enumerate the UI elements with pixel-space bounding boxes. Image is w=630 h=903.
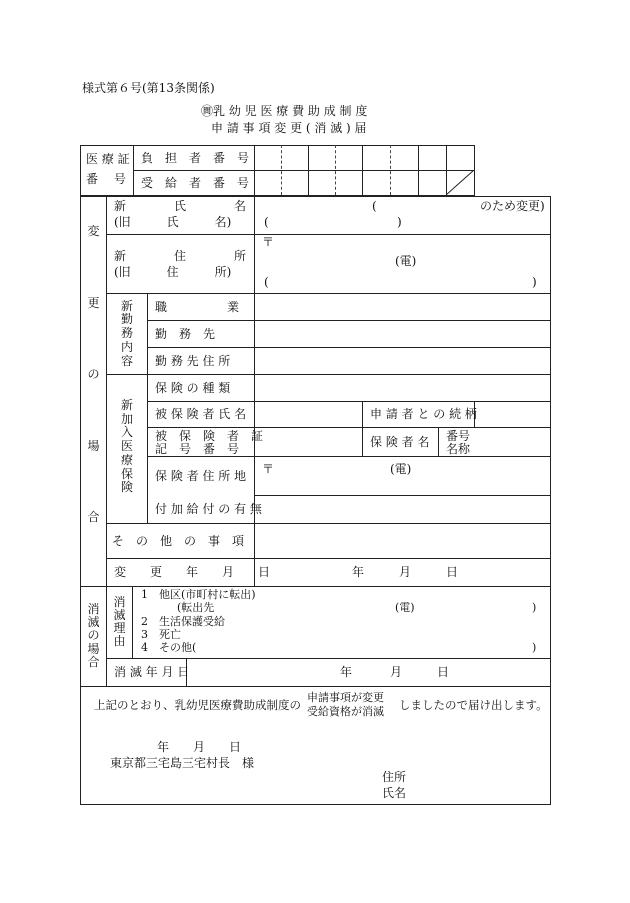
- cert-label-line1: 医 療 証: [86, 152, 130, 166]
- recipient-number-input[interactable]: [255, 171, 445, 194]
- new-address-label: 新 住 所: [114, 249, 247, 263]
- declaration-text-before: 上記のとおり、乳幼児医療費助成制度の: [94, 698, 301, 712]
- form-number: 様式第６号(第13条関係): [82, 81, 215, 95]
- applicant-name-input[interactable]: [412, 784, 542, 800]
- additional-benefit-input[interactable]: [258, 497, 546, 522]
- insurer-number-sub: 番号: [446, 429, 471, 443]
- applicant-name-label: 氏名: [382, 786, 407, 800]
- name-change-reason: のため変更): [480, 199, 545, 213]
- insurer-address-label: 保 険 者 住 所 地: [155, 469, 247, 483]
- reason-4: 4 その他(: [141, 641, 197, 654]
- cert-label-line2: 番 号: [86, 172, 126, 186]
- insurer-postal-icon: 〒: [262, 462, 275, 476]
- new-work-group-label: 新 勤 務 内 容: [120, 298, 133, 368]
- workplace-address-label: 勤 務 先 住 所: [155, 354, 231, 368]
- diagonal-slash-icon: [446, 170, 475, 196]
- extinction-side-label: 消 滅 の 場 合: [87, 602, 100, 669]
- insurer-name-sub: 名称: [446, 442, 471, 456]
- new-insurance-group-label: 新 加 入 医 療 保 険: [120, 397, 133, 495]
- name-input[interactable]: [258, 198, 546, 232]
- extinction-reason-label: 消 滅 理 由: [113, 594, 126, 649]
- change-date-label: 変 更 年 月 日: [114, 565, 271, 579]
- insured-name-label: 被 保 険 者 氏 名: [155, 407, 247, 421]
- reason-2: 2 生活保護受給: [141, 615, 225, 628]
- old-name-label: (旧 氏 名): [114, 215, 232, 229]
- postal-mark-icon: 〒: [262, 235, 275, 249]
- insured-name-input[interactable]: [258, 403, 360, 426]
- payer-number-label: 負 担 者 番 号: [141, 151, 250, 165]
- old-address-label: (旧 住 所): [114, 265, 232, 279]
- card-number-input[interactable]: [258, 429, 360, 455]
- form-title-line1: ㉄乳 幼 児 医 療 費 助 成 制 度: [201, 104, 368, 118]
- insurer-name-label: 保 険 者 名: [370, 435, 430, 449]
- declaration-date-input[interactable]: [110, 738, 250, 756]
- insurance-type-label: 保 険 の 種 類: [155, 381, 231, 395]
- declaration-option-extinction: 受給資格が消滅: [307, 705, 384, 718]
- address-phone-label: (電): [395, 254, 417, 268]
- occupation-label: 職 業: [155, 300, 240, 314]
- new-name-label: 新 氏 名: [114, 199, 247, 213]
- other-matters-label: そ の 他 の 事 項: [112, 534, 245, 548]
- address-input[interactable]: [258, 236, 546, 291]
- insurance-type-input[interactable]: [258, 376, 546, 400]
- change-side-label: 変 更 の 場 合: [87, 224, 100, 525]
- card-number-label-line2: 記 号 番 号: [155, 442, 240, 456]
- insurer-name-input[interactable]: [477, 429, 547, 455]
- reason-1: 1 他区(市町村に転出): [141, 588, 256, 601]
- extinction-reason-input[interactable]: [136, 588, 546, 656]
- change-date-input[interactable]: [258, 560, 546, 585]
- occupation-input[interactable]: [258, 295, 546, 319]
- applicant-address-label: 住所: [382, 770, 407, 784]
- recipient-number-label: 受 給 者 番 号: [141, 176, 250, 190]
- form-title-line2: 申 請 事 項 変 更 ( 消 滅 ) 届: [211, 121, 367, 135]
- workplace-input[interactable]: [258, 322, 546, 346]
- declaration-text-after: しましたので届け出します。: [399, 698, 548, 712]
- declaration-option-change: 申請事項が変更: [307, 691, 384, 704]
- workplace-address-input[interactable]: [258, 349, 546, 373]
- insurer-phone-label: (電): [390, 462, 412, 476]
- other-matters-input[interactable]: [258, 525, 546, 557]
- kanji-mark-icon: ㉄: [201, 104, 214, 118]
- extinction-date-label: 消 滅 年 月 日: [114, 665, 190, 679]
- applicant-address-input[interactable]: [412, 768, 542, 784]
- relation-input[interactable]: [477, 403, 547, 426]
- relation-label: 申 請 者 と の 続 柄: [370, 407, 477, 421]
- card-number-label-line1: 被 保 険 者 証: [155, 429, 264, 443]
- additional-benefit-label: 付 加 給 付 の 有 無: [155, 502, 262, 516]
- reason-1-phone: (電): [395, 601, 415, 614]
- payer-number-input[interactable]: [255, 146, 474, 169]
- workplace-label: 勤 務 先: [155, 327, 216, 341]
- addressee: 東京都三宅島三宅村長 様: [110, 756, 255, 770]
- insurer-address-input[interactable]: [258, 458, 546, 494]
- extinction-date-input[interactable]: [190, 660, 546, 685]
- reason-1-destination: (転出先: [177, 601, 215, 614]
- reason-3: 3 死亡: [141, 628, 181, 641]
